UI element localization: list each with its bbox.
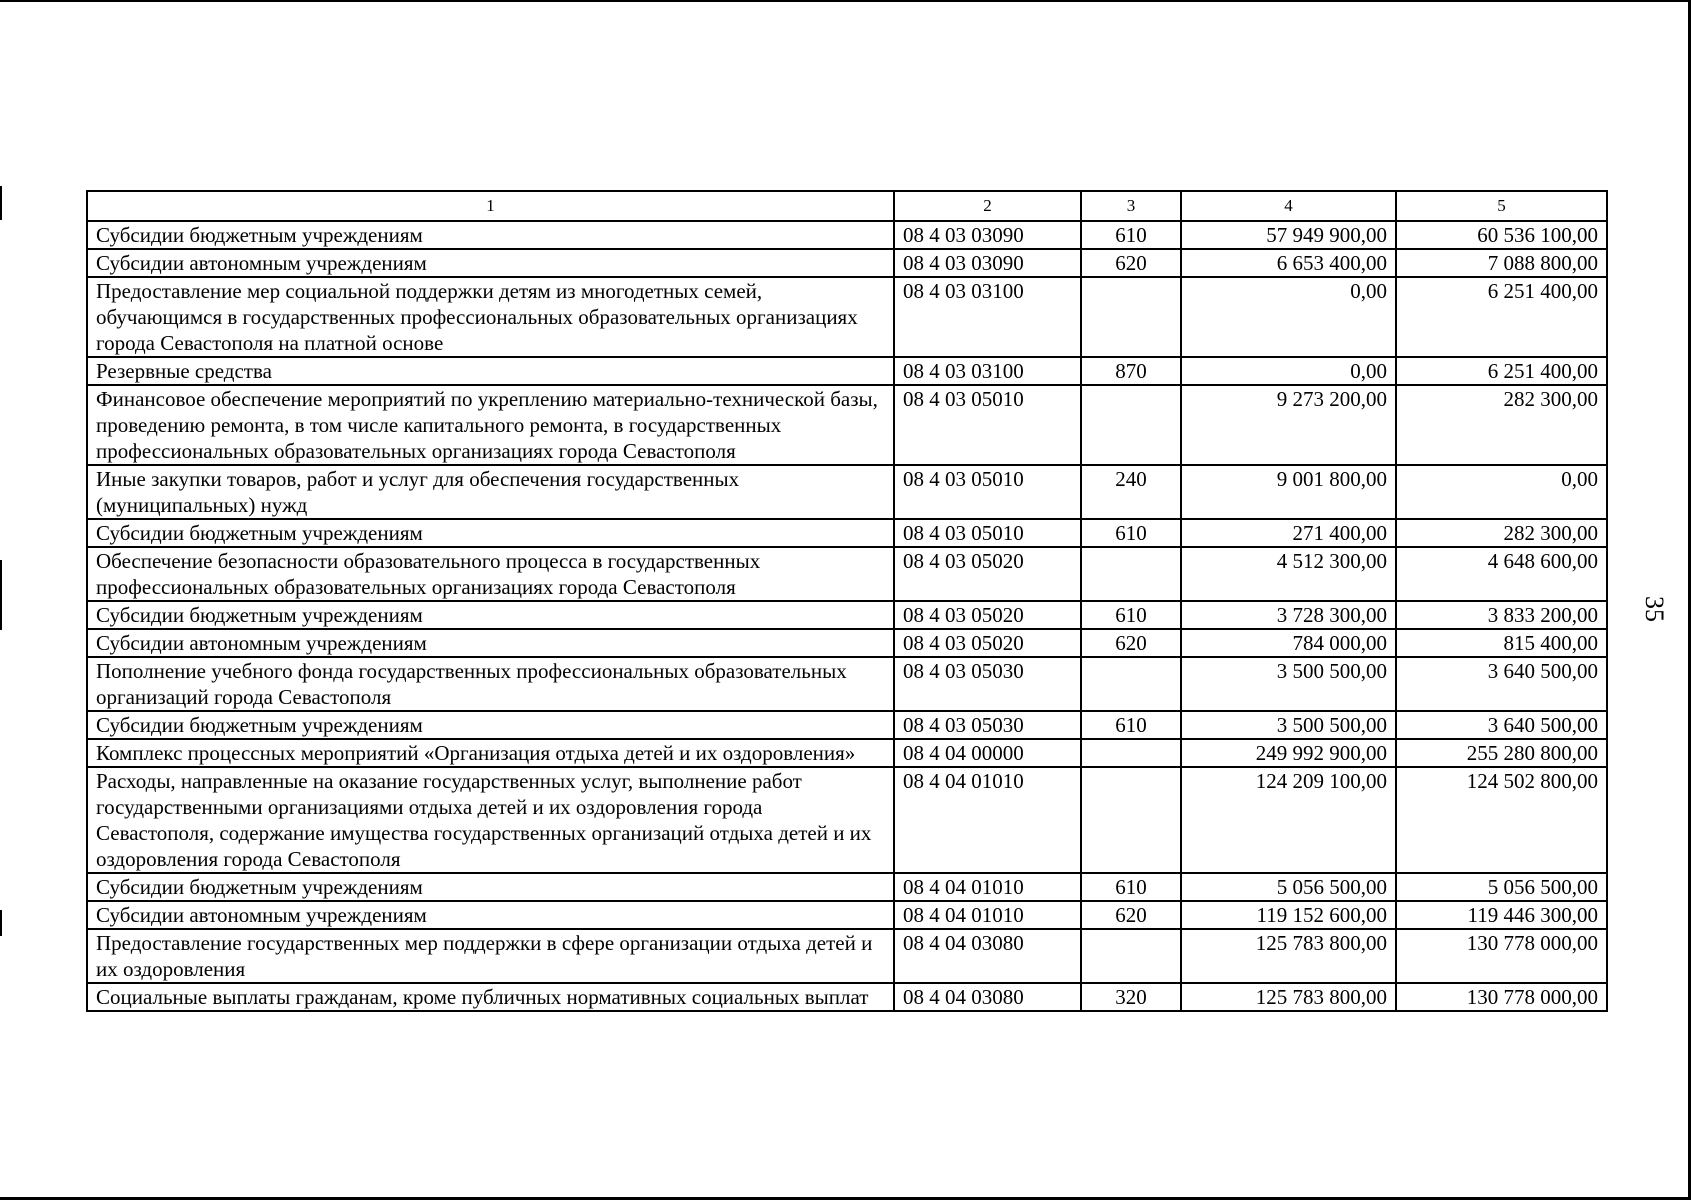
header-col-5: 5	[1396, 191, 1607, 221]
expense-type-cell	[1081, 739, 1181, 767]
amount-year-1-cell: 125 783 800,00	[1181, 983, 1396, 1011]
target-code-cell: 08 4 04 03080	[894, 929, 1081, 983]
amount-year-1-cell: 125 783 800,00	[1181, 929, 1396, 983]
table-body	[87, 221, 1607, 1011]
expense-type-cell: 320	[1081, 983, 1181, 1011]
target-code-cell: 08 4 03 05020	[894, 547, 1081, 601]
target-code-cell: 08 4 03 03100	[894, 357, 1081, 385]
amount-year-2-cell: 815 400,00	[1396, 629, 1607, 657]
scan-edge-mark	[0, 560, 2, 630]
amount-year-2-cell: 282 300,00	[1396, 385, 1607, 465]
amount-year-2-cell: 3 640 500,00	[1396, 657, 1607, 711]
target-code-cell: 08 4 04 01010	[894, 767, 1081, 873]
table-row	[87, 711, 1607, 739]
expense-type-cell	[1081, 277, 1181, 357]
scan-edge-mark	[0, 186, 2, 220]
expense-name-cell: Пополнение учебного фонда государственных профессиональных образовательных организаций города Севастополя	[87, 657, 894, 711]
expense-name-cell: Субсидии автономным учреждениям	[87, 901, 894, 929]
amount-year-2-cell: 6 251 400,00	[1396, 277, 1607, 357]
amount-year-2-cell: 4 648 600,00	[1396, 547, 1607, 601]
table-row	[87, 465, 1607, 519]
table-header-row	[87, 191, 1607, 221]
expense-name-cell: Субсидии автономным учреждениям	[87, 249, 894, 277]
target-code-cell: 08 4 03 03100	[894, 277, 1081, 357]
amount-year-1-cell: 784 000,00	[1181, 629, 1396, 657]
amount-year-1-cell: 57 949 900,00	[1181, 221, 1396, 249]
expense-name-cell: Предоставление государственных мер поддержки в сфере организации отдыха детей и их оздоровления	[87, 929, 894, 983]
amount-year-2-cell: 124 502 800,00	[1396, 767, 1607, 873]
amount-year-1-cell: 6 653 400,00	[1181, 249, 1396, 277]
expense-name-cell: Субсидии бюджетным учреждениям	[87, 519, 894, 547]
page-number: 35	[1640, 596, 1669, 622]
table-row	[87, 767, 1607, 873]
table-row	[87, 601, 1607, 629]
scan-edge-mark	[0, 910, 2, 936]
expense-name-cell: Предоставление мер социальной поддержки детям из многодетных семей, обучающимся в государственных профессиональных образовательных организациях города Севастополя на платной основе	[87, 277, 894, 357]
amount-year-2-cell: 255 280 800,00	[1396, 739, 1607, 767]
amount-year-1-cell: 4 512 300,00	[1181, 547, 1396, 601]
target-code-cell: 08 4 03 05030	[894, 711, 1081, 739]
table-row	[87, 249, 1607, 277]
expense-type-cell	[1081, 385, 1181, 465]
header-col-3: 3	[1081, 191, 1181, 221]
expense-name-cell: Субсидии бюджетным учреждениям	[87, 873, 894, 901]
amount-year-1-cell: 5 056 500,00	[1181, 873, 1396, 901]
header-col-1: 1	[87, 191, 894, 221]
expense-type-cell: 610	[1081, 221, 1181, 249]
amount-year-1-cell: 3 728 300,00	[1181, 601, 1396, 629]
expense-name-cell: Расходы, направленные на оказание государственных услуг, выполнение работ государственными организациями отдыха детей и их оздоровления города Севастополя, содержание имущества государственных организаций отдыха детей и их оздоровления города Севастополя	[87, 767, 894, 873]
expense-type-cell: 610	[1081, 711, 1181, 739]
target-code-cell: 08 4 04 03080	[894, 983, 1081, 1011]
table-row	[87, 983, 1607, 1011]
expense-name-cell: Субсидии бюджетным учреждениям	[87, 601, 894, 629]
target-code-cell: 08 4 04 01010	[894, 901, 1081, 929]
target-code-cell: 08 4 03 03090	[894, 249, 1081, 277]
amount-year-1-cell: 124 209 100,00	[1181, 767, 1396, 873]
table-row	[87, 357, 1607, 385]
amount-year-2-cell: 3 640 500,00	[1396, 711, 1607, 739]
expense-name-cell: Субсидии бюджетным учреждениям	[87, 711, 894, 739]
expense-type-cell: 610	[1081, 519, 1181, 547]
target-code-cell: 08 4 03 05010	[894, 465, 1081, 519]
amount-year-1-cell: 0,00	[1181, 357, 1396, 385]
amount-year-2-cell: 6 251 400,00	[1396, 357, 1607, 385]
amount-year-1-cell: 9 273 200,00	[1181, 385, 1396, 465]
table-row	[87, 901, 1607, 929]
expense-type-cell: 610	[1081, 873, 1181, 901]
table-row	[87, 277, 1607, 357]
table-row	[87, 657, 1607, 711]
target-code-cell: 08 4 03 05020	[894, 601, 1081, 629]
amount-year-1-cell: 271 400,00	[1181, 519, 1396, 547]
header-col-4: 4	[1181, 191, 1396, 221]
expense-type-cell: 610	[1081, 601, 1181, 629]
expense-name-cell: Иные закупки товаров, работ и услуг для обеспечения государственных (муниципальных) нужд	[87, 465, 894, 519]
table-row	[87, 629, 1607, 657]
amount-year-1-cell: 9 001 800,00	[1181, 465, 1396, 519]
expense-name-cell: Обеспечение безопасности образовательного процесса в государственных профессиональных образовательных организациях города Севастополя	[87, 547, 894, 601]
amount-year-2-cell: 5 056 500,00	[1396, 873, 1607, 901]
amount-year-2-cell: 3 833 200,00	[1396, 601, 1607, 629]
header-col-2: 2	[894, 191, 1081, 221]
expense-type-cell: 620	[1081, 629, 1181, 657]
amount-year-2-cell: 282 300,00	[1396, 519, 1607, 547]
expense-type-cell: 620	[1081, 901, 1181, 929]
table-row	[87, 929, 1607, 983]
expense-type-cell	[1081, 767, 1181, 873]
target-code-cell: 08 4 03 05010	[894, 519, 1081, 547]
expense-name-cell: Субсидии автономным учреждениям	[87, 629, 894, 657]
table-row	[87, 873, 1607, 901]
expense-name-cell: Резервные средства	[87, 357, 894, 385]
expense-type-cell	[1081, 929, 1181, 983]
amount-year-2-cell: 60 536 100,00	[1396, 221, 1607, 249]
expense-name-cell: Субсидии бюджетным учреждениям	[87, 221, 894, 249]
table-row	[87, 547, 1607, 601]
expense-type-cell: 620	[1081, 249, 1181, 277]
expense-type-cell	[1081, 657, 1181, 711]
table-row	[87, 221, 1607, 249]
amount-year-2-cell: 130 778 000,00	[1396, 929, 1607, 983]
budget-table	[86, 190, 1608, 1012]
table-row	[87, 739, 1607, 767]
amount-year-1-cell: 0,00	[1181, 277, 1396, 357]
expense-type-cell: 870	[1081, 357, 1181, 385]
amount-year-1-cell: 3 500 500,00	[1181, 657, 1396, 711]
expense-type-cell	[1081, 547, 1181, 601]
amount-year-1-cell: 3 500 500,00	[1181, 711, 1396, 739]
amount-year-2-cell: 0,00	[1396, 465, 1607, 519]
amount-year-2-cell: 7 088 800,00	[1396, 249, 1607, 277]
target-code-cell: 08 4 04 01010	[894, 873, 1081, 901]
expense-type-cell: 240	[1081, 465, 1181, 519]
target-code-cell: 08 4 03 03090	[894, 221, 1081, 249]
amount-year-2-cell: 119 446 300,00	[1396, 901, 1607, 929]
target-code-cell: 08 4 03 05020	[894, 629, 1081, 657]
table-row	[87, 519, 1607, 547]
expense-name-cell: Комплекс процессных мероприятий «Организация отдыха детей и их оздоровления»	[87, 739, 894, 767]
target-code-cell: 08 4 03 05030	[894, 657, 1081, 711]
amount-year-1-cell: 119 152 600,00	[1181, 901, 1396, 929]
expense-name-cell: Социальные выплаты гражданам, кроме публичных нормативных социальных выплат	[87, 983, 894, 1011]
target-code-cell: 08 4 04 00000	[894, 739, 1081, 767]
table-row	[87, 385, 1607, 465]
amount-year-2-cell: 130 778 000,00	[1396, 983, 1607, 1011]
amount-year-1-cell: 249 992 900,00	[1181, 739, 1396, 767]
expense-name-cell: Финансовое обеспечение мероприятий по укреплению материально-технической базы, проведению ремонта, в том числе капитального ремонта, в государственных профессиональных образовательных организациях города Севастополя	[87, 385, 894, 465]
target-code-cell: 08 4 03 05010	[894, 385, 1081, 465]
